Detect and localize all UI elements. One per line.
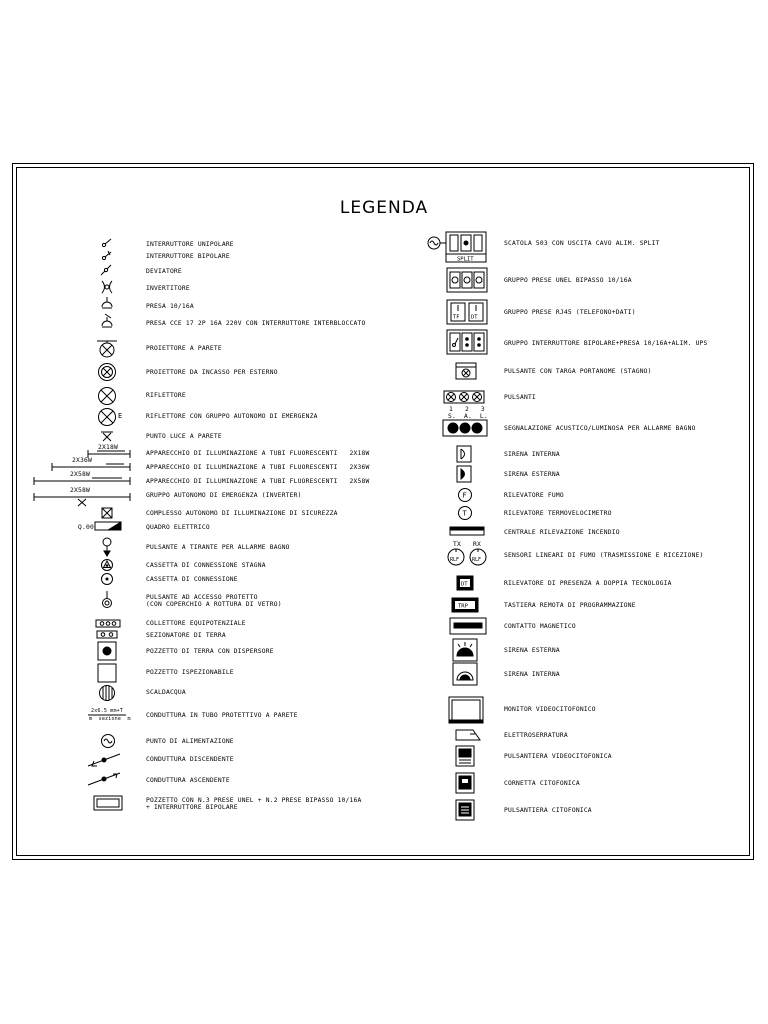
rj45-socket-group-icon — [446, 299, 488, 325]
legend-label-left: PROIETTORE DA INCASSO PER ESTERNO — [146, 369, 278, 376]
outdoor-siren-box-icon — [452, 638, 478, 662]
legend-label-left: PULSANTE A TIRANTE PER ALLARME BAGNO — [146, 544, 290, 551]
legend-label-right: GRUPPO PRESE UNEL BIPASSO 10/16A — [504, 277, 632, 284]
dual-tech-motion-detector-icon — [456, 575, 474, 591]
legend-label-right: SIRENA ESTERNA — [504, 471, 560, 478]
switch-socket-ups-group-icon — [446, 329, 488, 355]
legend-label-left: CONDUTTURA DISCENDENTE — [146, 756, 234, 763]
fluorescent-2x58-icon — [32, 476, 132, 486]
intermediate-switch-icon — [99, 279, 115, 295]
legend-label-right: TASTIERA REMOTA DI PROGRAMMAZIONE — [504, 602, 636, 609]
intercom-handset-icon — [455, 772, 475, 794]
conduit-spec-top: 2x6.5 mm+T — [91, 708, 124, 714]
conduit-spec-bottom: m sezione m — [89, 716, 131, 722]
legend-label-left: GRUPPO AUTONOMO DI EMERGENZA (INVERTER) — [146, 492, 302, 499]
legend-label-right: RILEVATORE DI PRESENZA A DOPPIA TECNOLOGIA — [504, 580, 672, 587]
tx-label: TX — [453, 541, 461, 548]
legend-label-right: SENSORI LINEARI DI FUMO (TRASMISSIONE E RICEZIONE) — [504, 552, 704, 559]
waterproof-junction-box-icon — [100, 558, 114, 572]
double-pole-switch-icon — [100, 249, 114, 261]
legend-label-left: RIFLETTORE — [146, 392, 186, 399]
legend-label-right: PULSANTI — [504, 394, 536, 401]
pull-cord-alarm-icon — [100, 537, 114, 557]
video-door-panel-icon — [455, 745, 475, 767]
emergency-inverter-icon — [32, 492, 132, 508]
break-glass-button-icon — [100, 590, 114, 610]
inspection-pit-icon — [97, 663, 117, 683]
presence-text: DT — [461, 581, 468, 588]
legend-title: LEGENDA — [339, 198, 429, 218]
intercom-door-panel-icon — [455, 799, 475, 821]
push-buttons-icon — [443, 390, 485, 404]
rj-data-text: DT — [471, 314, 478, 321]
legend-label-left: PRESA CCE 17 2P 16A 220V CON INTERRUTTORE INTERBLOCCATO — [146, 320, 366, 327]
legend-label-right: PULSANTE CON TARGA PORTANOME (STAGNO) — [504, 368, 652, 375]
water-heater-icon — [98, 684, 116, 702]
outdoor-siren-icon — [456, 465, 472, 483]
rlf-rx-text: RLF — [472, 557, 482, 563]
wall-light-point-icon — [99, 430, 115, 442]
electric-panel-icon — [94, 521, 122, 531]
legend-label-left: POZZETTO DI TERRA CON DISPERSORE — [146, 648, 274, 655]
legend-label-left: PROIETTORE A PARETE — [146, 345, 222, 352]
smoke-detector-letter: F — [462, 491, 467, 500]
nameplate-button-icon — [455, 362, 477, 380]
smoke-detector-icon — [457, 487, 473, 503]
rlf-tx-text: RLF — [450, 557, 460, 563]
keypad-text: TRP — [458, 603, 468, 610]
descending-line-icon — [86, 752, 122, 768]
legend-label-right: MONITOR VIDEOCITOFONICO — [504, 706, 596, 713]
legend-label-right: CORNETTA CITOFONICA — [504, 780, 580, 787]
legend-label-right: RILEVATORE TERMOVELOCIMETRO — [504, 510, 612, 517]
power-point-icon — [100, 733, 116, 749]
drawing-frame-inner — [16, 167, 750, 856]
fluorescent-2x36-icon — [50, 462, 132, 472]
split-box-icon — [426, 229, 490, 263]
electric-lock-icon — [455, 729, 481, 741]
cee-socket-icon — [100, 313, 114, 329]
bath-alarm-signal-icon — [442, 419, 488, 437]
two-way-switch-icon — [100, 263, 114, 277]
ascending-line-icon — [86, 771, 122, 787]
legend-label-left: CASSETTA DI CONNESSIONE STAGNA — [146, 562, 266, 569]
legend-label-left: SCALDACQUA — [146, 689, 186, 696]
sal-numbers: 1 2 3 — [449, 406, 485, 413]
legend-label-left: QUADRO ELETTRICO — [146, 524, 210, 531]
legend-label-left: PUNTO DI ALIMENTAZIONE — [146, 738, 234, 745]
legend-label-left: PUNTO LUCE A PARETE — [146, 433, 222, 440]
legend-label-left: INVERTITORE — [146, 285, 190, 292]
legend-label-left: COMPLESSO AUTONOMO DI ILLUMINAZIONE DI SICUREZZA — [146, 510, 338, 517]
fluorescent-2x36-label: 2X36W — [72, 457, 92, 464]
legend-label-right: CENTRALE RILEVAZIONE INCENDIO — [504, 529, 620, 536]
legend-label-left: APPARECCHIO DI ILLUMINAZIONE A TUBI FLUORESCENTI 2X58W — [146, 478, 370, 485]
magnetic-contact-icon — [449, 617, 487, 635]
video-intercom-monitor-icon — [448, 696, 484, 724]
legend-label-right: GRUPPO INTERRUTTORE BIPOLARE+PRESA 10/16A+ALIM. UPS — [504, 340, 708, 347]
earth-pit-icon — [97, 641, 117, 661]
heat-detector-letter: T — [462, 509, 467, 518]
legend-label-left: SEZIONATORE DI TERRA — [146, 632, 226, 639]
fluorescent-2x58-label: 2X58W — [70, 471, 90, 478]
legend-label-left: RIFLETTORE CON GRUPPO AUTONOMO DI EMERGENZA — [146, 413, 318, 420]
legend-label-left: COLLETTORE EQUIPOTENZIALE — [146, 620, 246, 627]
legend-label-left: CONDUTTURA IN TUBO PROTETTIVO A PARETE — [146, 712, 298, 719]
panel-code: Q.00 — [78, 524, 94, 531]
fluorescent-2x18-label: 2X18W — [98, 444, 118, 451]
legend-label-left: DEVIATORE — [146, 268, 182, 275]
legend-label-left: INTERRUTTORE UNIPOLARE — [146, 241, 234, 248]
legend-label-right: PULSANTIERA VIDEOCITOFONICA — [504, 753, 612, 760]
junction-box-icon — [100, 572, 114, 586]
rx-label: RX — [473, 541, 481, 548]
heat-detector-icon — [457, 505, 473, 521]
legend-label-right: CONTATTO MAGNETICO — [504, 623, 576, 630]
legend-label-left: APPARECCHIO DI ILLUMINAZIONE A TUBI FLUORESCENTI 2X36W — [146, 464, 370, 471]
legend-label-right: SIRENA ESTERNA — [504, 647, 560, 654]
single-pole-switch-icon — [100, 236, 114, 248]
legend-label-right: RILEVATORE FUMO — [504, 492, 564, 499]
legend-label-right: SCATOLA 503 CON USCITA CAVO ALIM. SPLIT — [504, 240, 660, 247]
remote-keypad-icon — [451, 597, 479, 613]
legend-label-right: GRUPPO PRESE RJ45 (TELEFONO+DATI) — [504, 309, 636, 316]
equipotential-bar-icon — [95, 619, 121, 628]
legend-label-right: SIRENA INTERNA — [504, 671, 560, 678]
socket-icon — [100, 296, 114, 310]
legend-label-left: INTERRUTTORE BIPOLARE — [146, 253, 230, 260]
legend-label-left: POZZETTO CON N.3 PRESE UNEL + N.2 PRESE BIPASSO 10/16A + INTERRUTTORE BIPOLARE — [146, 797, 362, 811]
legend-label-left: CASSETTA DI CONNESSIONE — [146, 576, 238, 583]
wall-projector-icon — [95, 339, 119, 359]
legend-label-left: APPARECCHIO DI ILLUMINAZIONE A TUBI FLUORESCENTI 2X18W — [146, 450, 370, 457]
inverter-fixture-label: 2X58W — [70, 487, 90, 494]
safety-light-unit-icon — [101, 507, 113, 519]
unel-socket-group-icon — [446, 267, 488, 293]
split-text: SPLIT — [457, 256, 474, 263]
legend-label-right: PULSANTIERA CITOFONICA — [504, 807, 592, 814]
socket-pit-icon — [93, 795, 123, 811]
legend-label-left: PULSANTE AD ACCESSO PROTETTO (CON COPERCHIO A ROTTURA DI VETRO) — [146, 594, 282, 608]
fluorescent-2x18-icon — [86, 449, 132, 459]
indoor-siren-icon — [456, 445, 472, 463]
rj-phone-text: TF — [453, 314, 460, 321]
recessed-projector-icon — [96, 362, 118, 382]
emergency-marker: E — [118, 412, 123, 420]
fire-control-panel-icon — [449, 526, 485, 536]
legend-label-left: PRESA 10/16A — [146, 303, 194, 310]
reflector-icon — [96, 386, 118, 406]
earth-disconnector-icon — [96, 630, 118, 639]
legend-label-left: CONDUTTURA ASCENDENTE — [146, 777, 230, 784]
linear-smoke-sensors-icon — [446, 547, 488, 567]
legend-label-left: POZZETTO ISPEZIONABILE — [146, 669, 234, 676]
legend-label-right: SIRENA INTERNA — [504, 451, 560, 458]
sal-letters: S. A. L. — [448, 413, 488, 420]
indoor-siren-box-icon — [452, 662, 478, 686]
legend-label-right: SEGNALAZIONE ACUSTICO/LUMINOSA PER ALLARME BAGNO — [504, 425, 696, 432]
legend-label-right: ELETTROSERRATURA — [504, 732, 568, 739]
